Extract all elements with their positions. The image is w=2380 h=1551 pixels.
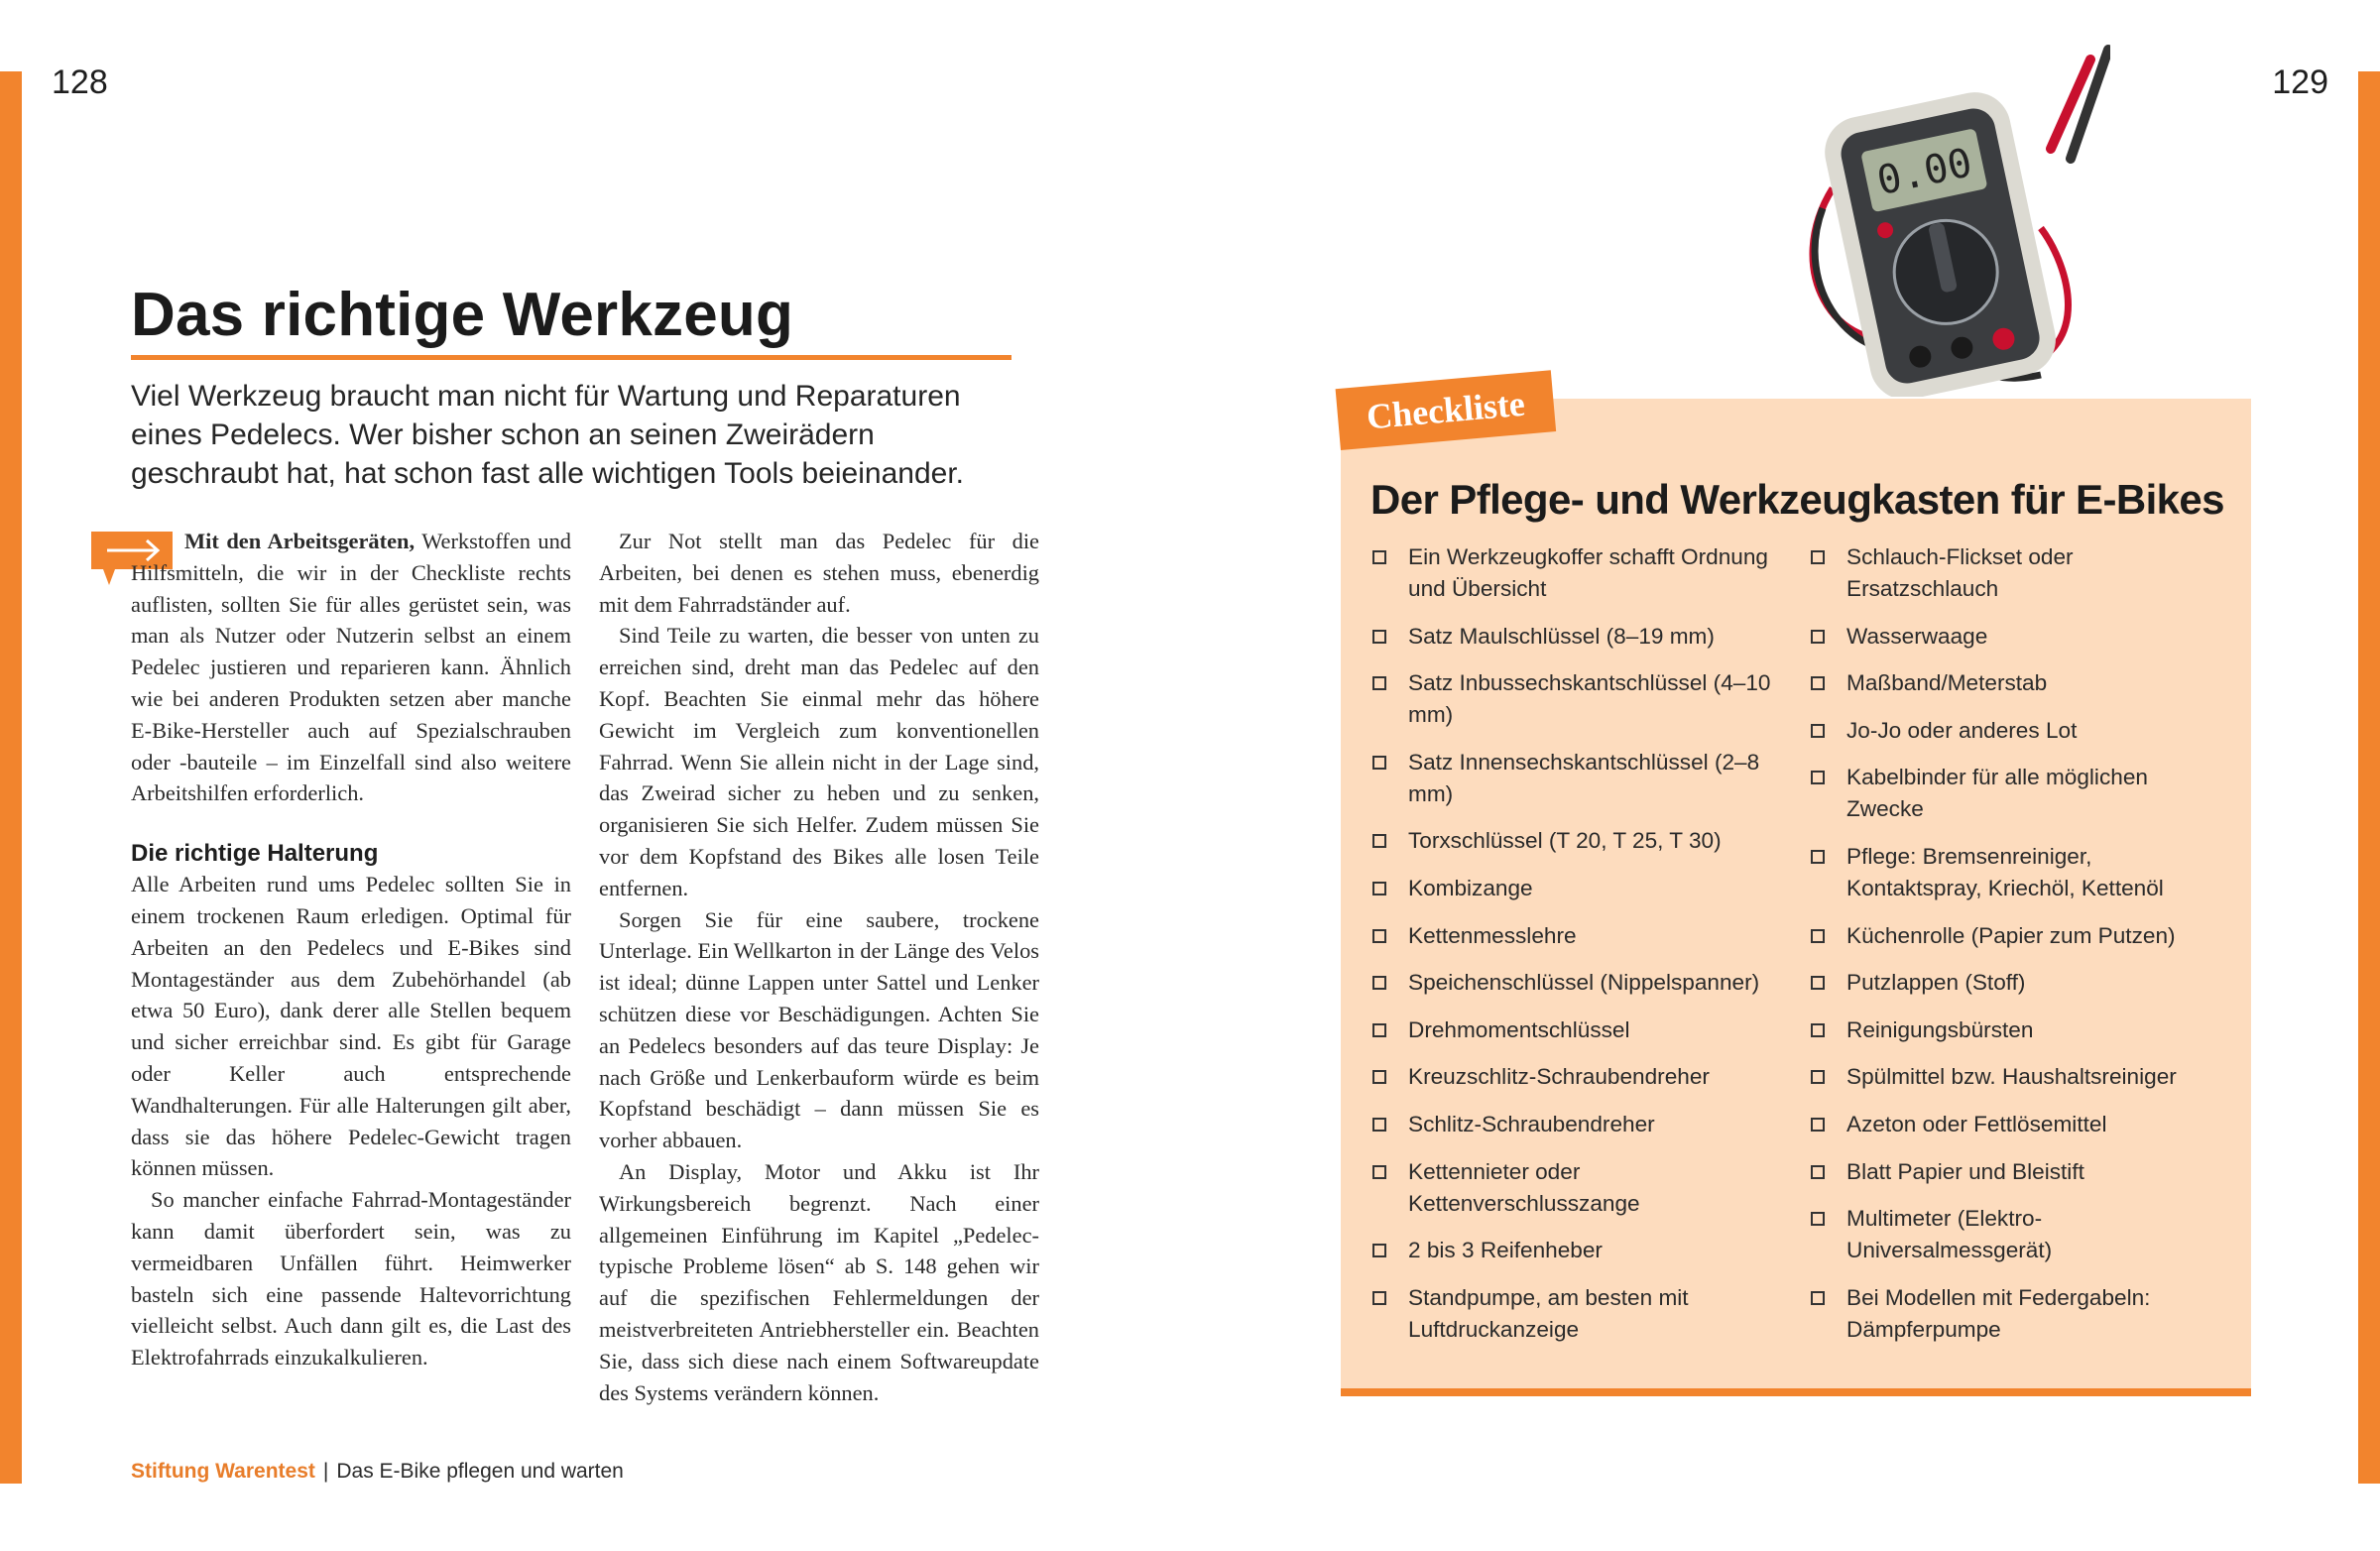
checklist-item <box>1372 1235 1789 1266</box>
checklist-item-text: Schlitz-Schraubendreher <box>1408 1111 1655 1136</box>
footer-book-title: Das E-Bike pflegen und warten <box>336 1460 624 1483</box>
checklist-item-text: Spülmittel bzw. Haushaltsreiniger <box>1846 1064 2177 1090</box>
checkbox-icon[interactable] <box>1811 550 1825 564</box>
checklist-item-text: Kettennieter oder Kettenverschlusszange <box>1408 1158 1640 1216</box>
checklist-item-text: Küchenrolle (Papier zum Putzen) <box>1846 922 2176 948</box>
checklist-item <box>1372 967 1789 999</box>
checkbox-icon[interactable] <box>1372 1244 1386 1257</box>
checklist-item-text: Satz Maulschlüssel (8–19 mm) <box>1408 623 1715 649</box>
checklist-item <box>1372 1109 1789 1140</box>
subheading-halterung: Die richtige Halterung <box>131 840 379 868</box>
checklist-item-text: Jo-Jo oder anderes Lot <box>1846 717 2078 743</box>
checklist-item <box>1372 667 1789 731</box>
checklist-item <box>1811 715 2227 747</box>
checklist-item-text: Kabelbinder für alle möglichen Zwecke <box>1846 765 2148 822</box>
checklist-item <box>1372 1014 1789 1046</box>
checklist-item-text: Standpumpe, am besten mit Luftdruckanzeige <box>1408 1284 1689 1342</box>
checkbox-icon[interactable] <box>1372 630 1386 644</box>
checklist-title: Der Pflege- und Werkzeugkasten für E-Bikes <box>1370 476 2224 523</box>
checkbox-icon[interactable] <box>1811 1212 1825 1226</box>
checklist-item-text: Drehmomentschlüssel <box>1408 1016 1630 1042</box>
checklist-item <box>1372 873 1789 904</box>
checkbox-icon[interactable] <box>1372 756 1386 770</box>
checklist-item <box>1372 1282 1789 1346</box>
footer-brand: Stiftung Warentest <box>131 1460 315 1483</box>
checklist-left-column <box>1372 541 1789 1361</box>
intro-paragraph <box>131 526 571 809</box>
text-column-1 <box>131 526 571 1373</box>
page-number-right: 129 <box>2272 63 2328 101</box>
checklist-item-text: Satz Inbussechskantschlüssel (4–10 mm) <box>1408 670 1771 728</box>
checklist-item <box>1811 1061 2227 1093</box>
checkbox-icon[interactable] <box>1811 1070 1825 1084</box>
checklist-item <box>1811 1014 2227 1046</box>
checklist-item <box>1811 762 2227 825</box>
checklist-item <box>1811 920 2227 952</box>
checkbox-icon[interactable] <box>1372 1070 1386 1084</box>
checklist-item-text: Torxschlüssel (T 20, T 25, T 30) <box>1408 828 1722 854</box>
checklist-item <box>1811 1282 2227 1346</box>
checkbox-icon[interactable] <box>1372 1291 1386 1305</box>
checklist-item-text: Kettenmesslehre <box>1408 922 1577 948</box>
checklist-right-column <box>1811 541 2227 1361</box>
checklist-item-text: 2 bis 3 Reifenheber <box>1408 1238 1603 1263</box>
right-edge-bar <box>2358 71 2380 1484</box>
checkbox-icon[interactable] <box>1811 771 1825 784</box>
checklist-item <box>1372 1156 1789 1220</box>
checkbox-icon[interactable] <box>1811 1023 1825 1037</box>
article-lead: Viel Werkzeug braucht man nicht für Wartung und Reparaturen eines Pedelecs. Wer bisher schon an seinen Zweirädern geschraubt hat, hat schon fast alle wichtigen Tools beieinander. <box>131 380 964 490</box>
checkbox-icon[interactable] <box>1811 724 1825 738</box>
checklist-item <box>1372 920 1789 952</box>
left-edge-bar <box>0 71 22 1484</box>
checklist-tag-label: Checkliste <box>1365 383 1527 437</box>
paragraph: Zur Not stellt man das Pedelec für die Arbeiten, bei denen es stehen muss, ebenerdig mit dem Fahrradständer auf. <box>599 529 1039 617</box>
checklist-item-text: Reinigungsbürsten <box>1846 1016 2034 1042</box>
paragraph: Alle Arbeiten rund ums Pedelec sollten Sie in einem trockenen Raum erledigen. Optimal für Arbeiten an den Pedelecs und E-Bikes sind Montageständer aus dem Zubehörhandel (ab etwa 50 Euro), dank derer alle Stellen bequem und sicher erreichbar sind. Es gibt für Garage oder Keller auch entsprechende Wandhalterungen. Für alle Halterungen gilt aber, dass sie das höhere Pedelec-Gewicht tragen können müssen. <box>131 872 571 1181</box>
checkbox-icon[interactable] <box>1372 1023 1386 1037</box>
checklist-item-text: Bei Modellen mit Federgabeln: Dämpferpumpe <box>1846 1284 2151 1342</box>
text-column-2 <box>599 526 1039 1408</box>
checkbox-icon[interactable] <box>1811 1291 1825 1305</box>
checkbox-icon[interactable] <box>1372 550 1386 564</box>
checkbox-icon[interactable] <box>1811 850 1825 864</box>
checklist-item-text: Schlauch-Flickset oder Ersatzschlauch <box>1846 544 2074 601</box>
checklist-item <box>1372 825 1789 857</box>
checkbox-icon[interactable] <box>1811 630 1825 644</box>
paragraph: Sind Teile zu warten, die besser von unten zu erreichen sind, dreht man das Pedelec auf den Kopf. Beachten Sie einmal mehr das höhere Gewicht im Vergleich zum konventionellen Fahrrad. Wenn Sie allein nicht in der Lage sind, das Zweirad sicher zu heben und zu senken, organisieren Sie sich Helfer. Zudem müssen Sie vor dem Kopfstand des Bikes alle losen Teile entfernen. <box>599 623 1039 900</box>
intro-text: Werkstoffen und Hilfsmitteln, die wir in der Checkliste rechts auflisten, sollten Sie für alles gerüstet sein, was man als Nutzer oder Nutzerin selbst an einem Pedelec justieren und reparieren kann. Ähnlich wie bei anderen Produkten setzen aber manche E-Bike-Hersteller auch auf Spezialschrauben oder -bauteile – im Einzelfall sind also weitere Arbeitshilfen erforderlich. <box>131 529 572 806</box>
checklist-item <box>1811 1109 2227 1140</box>
checklist-item <box>1811 967 2227 999</box>
checklist-item-text: Speichenschlüssel (Nippelspanner) <box>1408 970 1760 996</box>
checklist-item <box>1811 1156 2227 1188</box>
multimeter-image <box>1793 40 2110 397</box>
checklist-item-text: Maßband/Meterstab <box>1846 670 2048 696</box>
checklist-item-text: Kombizange <box>1408 875 1533 900</box>
checkbox-icon[interactable] <box>1372 1165 1386 1179</box>
footer-separator: | <box>322 1460 329 1483</box>
checklist-item <box>1372 621 1789 653</box>
checklist-item-text: Wasserwaage <box>1846 623 1988 649</box>
checkbox-icon[interactable] <box>1811 676 1825 690</box>
checkbox-icon[interactable] <box>1811 929 1825 943</box>
paragraph: An Display, Motor und Akku ist Ihr Wirkungsbereich begrenzt. Nach einer allgemeinen Einführung im Kapitel „Pedelec-typische Probleme lösen“ ab S. 148 gehen wir auf die spezifischen Fehlermeldungen der meistverbreiteten Antriebhersteller ein. Beachten Sie, dass sich diese nach einem Softwareupdate des Systems verändern können. <box>599 1158 1039 1405</box>
checklist-item-text: Blatt Papier und Bleistift <box>1846 1158 2084 1184</box>
checklist-item-text: Multimeter (Elektro-Universalmessgerät) <box>1846 1206 2053 1263</box>
checklist-item-text: Ein Werkzeugkoffer schafft Ordnung und Übersicht <box>1408 544 1768 601</box>
checklist-item <box>1811 541 2227 605</box>
checkbox-icon[interactable] <box>1372 834 1386 848</box>
checklist-item <box>1811 667 2227 699</box>
intro-bold: Mit den Arbeitsgeräten, <box>184 529 416 553</box>
checklist-item-text: Kreuzschlitz-Schraubendreher <box>1408 1064 1710 1090</box>
checklist-item-text: Azeton oder Fettlösemittel <box>1846 1111 2107 1136</box>
checkbox-icon[interactable] <box>1372 676 1386 690</box>
checklist-item <box>1811 621 2227 653</box>
checklist-item-text: Putzlappen (Stoff) <box>1846 970 2026 996</box>
checklist-item <box>1372 1061 1789 1093</box>
checkbox-icon[interactable] <box>1372 882 1386 895</box>
checklist-item <box>1372 747 1789 810</box>
checkbox-icon[interactable] <box>1811 1165 1825 1179</box>
title-underline <box>131 355 1012 360</box>
footer <box>131 1460 624 1484</box>
multimeter-display: 0.00 <box>1872 140 1976 205</box>
page-number-left: 128 <box>52 63 108 101</box>
checkbox-icon[interactable] <box>1372 976 1386 990</box>
checkbox-icon[interactable] <box>1811 976 1825 990</box>
checklist-item <box>1811 1203 2227 1266</box>
paragraph: So mancher einfache Fahrrad-Montageständer kann damit überfordert sein, was zu vermeidbaren Unfällen führt. Heimwerker basteln sich eine passende Haltevorrichtung vielleicht selbst. Auch dann gilt es, die Last des Elektrofahrrads einzukalkulieren. <box>131 1187 571 1371</box>
checklist-item-text: Satz Innensechskantschlüssel (2–8 mm) <box>1408 749 1760 806</box>
paragraph: Sorgen Sie für eine saubere, trockene Unterlage. Ein Wellkarton in der Länge des Velos ist ideal; dünne Lappen unter Sattel und Lenker schützen diese vor Beschädigungen. Achten Sie an Pedelecs besonders auf das teure Display: Je nach Größe und Lenkerbauform würde es beim Kopfstand beschädigt – dann müssen Sie es vorher abbauen. <box>599 906 1039 1153</box>
checklist-item <box>1372 541 1789 605</box>
checklist-item-text: Pflege: Bremsenreiniger, Kontaktspray, Kriechöl, Kettenöl <box>1846 843 2164 900</box>
article-title: Das richtige Werkzeug <box>131 281 794 349</box>
checklist-item <box>1811 841 2227 904</box>
checkbox-icon[interactable] <box>1372 929 1386 943</box>
checkbox-icon[interactable] <box>1372 1118 1386 1132</box>
checkbox-icon[interactable] <box>1811 1118 1825 1132</box>
